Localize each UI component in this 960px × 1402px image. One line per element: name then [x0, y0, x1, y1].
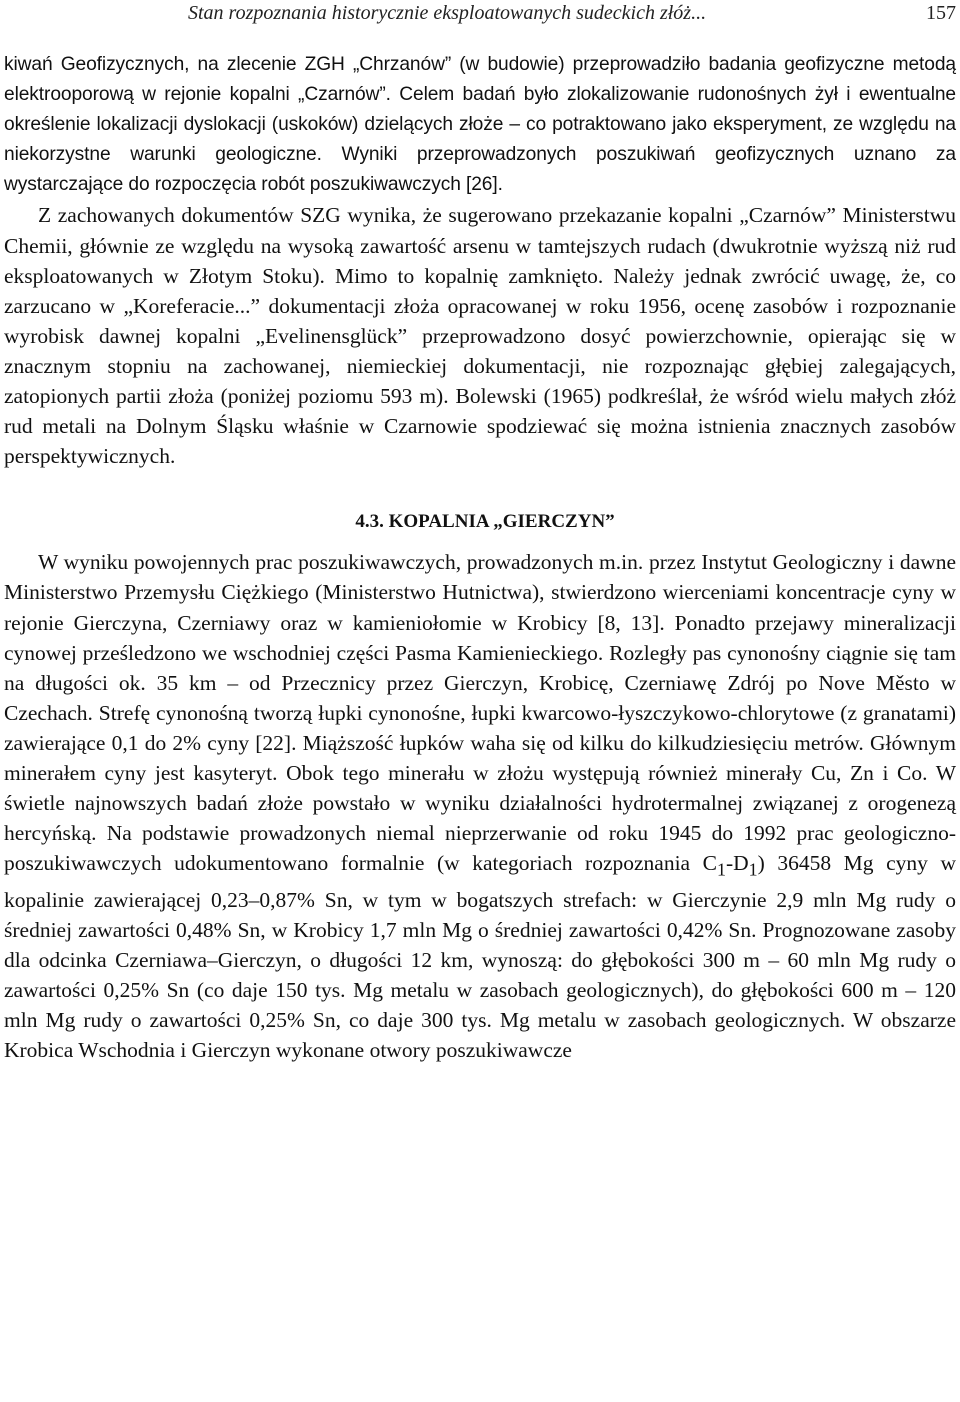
- running-title: Stan rozpoznania historycznie eksploatowanych sudeckich złóż...: [188, 2, 707, 24]
- document-page: [4, 0, 956, 1065]
- running-header: [4, 0, 956, 50]
- gierczyn-text-part-1: W wyniku powojennych prac poszukiwawczych, prowadzonych m.in. przez Instytut Geologiczny i dawne Ministerstwo Przemysłu Ciężkiego (Ministerstwo Hutnictwa), stwierdzono wierceniami koncentracje cyny w rejonie Gierczyna, Czerniawy oraz w kamieniołomie w Krobicy [8, 13]. Ponadto przejawy mineralizacji cynowej prześledzono we wschodniej części Pasma Kamienieckiego. Rozległy pas cynonośny ciągnie się tam na długości ok. 35 km – od Przecznicy przez Gierczyn, Krobicę, Czerniawę Zdrój po Nove Město w Czechach. Strefę cynonośną tworzą łupki cynonośne, łupki kwarcowo-łyszczykowo-chlorytowe (z granatami) zawierające 0,1 do 2% cyny [22]. Miąższość łupków waha się od kilku do kilkudziesięciu metrów. Głównym minerałem cyny jest kasyteryt. Obok tego minerału w złożu występują również minerały Cu, Zn i Co. W świetle najnowszych badań złoże powstało w wyniku działalności hydrotermalnej związanej z orogenezą hercyńską. Na podstawie prowadzonych niemal nieprzerwanie od roku 1945 do 1992 prac geologiczno-poszukiwawczych udokumentowano formalnie (w kategoriach rozpoznania C: [4, 550, 956, 876]
- subscript-d1: 1: [748, 859, 758, 880]
- gierczyn-text-part-2: -D: [725, 851, 749, 876]
- section-heading: 4.3. KOPALNIA „GIERCZYN”: [355, 511, 615, 533]
- subscript-c1: 1: [717, 859, 726, 880]
- paragraph-gierczyn: [4, 547, 956, 1065]
- paragraph-continuation: kiwań Geofizycznych, na zlecenie ZGH „Chrzanów” (w budowie) przeprowadziło badania geofizyczne metodą elektrooporową w rejonie kopalni „Czarnów”. Celem badań było zlokalizowanie rudonośnych żył i ewentualne określenie lokalizacji dyslokacji (uskoków) dzielących złoże – co potraktowano jako eksperyment, ze względu na niekorzystne warunki geologiczne. Wyniki przeprowadzonych poszukiwań geofizycznych uznano za wystarczające do rozpoczęcia robót poszukiwawczych [26].: [4, 54, 956, 196]
- gierczyn-text-part-3: ) 36458 Mg cyny w kopalinie zawierającej 0,23–0,87% Sn, w tym w bogatszych strefach: w Gierczynie 2,9 mln Mg rudy o średniej zawartości 0,48% Sn, w Krobicy 1,7 mln Mg o średniej zawartości 0,42% Sn. Prognozowane zasoby dla odcinka Czerniawa–Gierczyn, o długości 12 km, wynoszą: do głębokości 300 m – 60 mln Mg rudy o zawartości 0,25% Sn (co daje 150 tys. Mg metalu w zasobach geologicznych), do głębokości 600 m – 120 mln Mg rudy o zawartości 0,25% Sn, co daje 300 tys. Mg metalu w zasobach geologicznych. W obszarze Krobica Wschodnia i Gierczyn wykonane otwory poszukiwawcze: [4, 851, 956, 1063]
- page-number: 157: [926, 2, 956, 24]
- paragraph-czarnow-archives: Z zachowanych dokumentów SZG wynika, że sugerowano przekazanie kopalni „Czarnów” Ministerstwu Chemii, głównie ze względu na wysoką zawartość arsenu w tamtejszych rudach (dwukrotnie wyższą niż rud eksploatowanych w Złotym Stoku). Mimo to kopalnię zamknięto. Należy jednak zwrócić uwagę, że, co zarzucano w „Koreferacie...” dokumentacji złoża opracowanej w roku 1956, ocenę zasobów i rozpoznanie wyrobisk dawnej kopalni „Evelinensglück” przeprowadzono dosyć powierzchownie, opierając się w znacznym stopniu na zachowanej, niemieckiej dokumentacji, nie rozpoznając głębiej zalegających, zatopionych partii złoża (poniżej poziomu 593 m). Bolewski (1965) podkreślał, że wśród wielu małych złóż rud metali na Dolnym Śląsku właśnie w Czarnowie spodziewać się można istnienia znacznych zasobów perspektywicznych.: [4, 203, 956, 469]
